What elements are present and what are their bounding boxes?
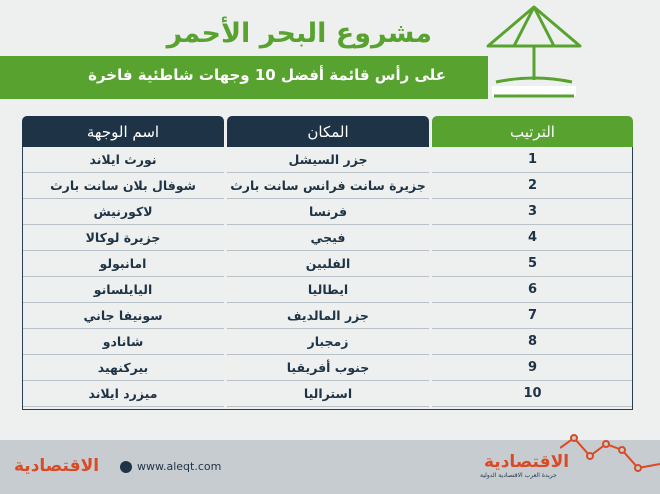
rank-cell: 2 [432,173,633,199]
place-cell: ايطاليا [227,277,429,303]
beach-umbrella-icon [478,0,660,110]
place-cell: جزر السيشل [227,147,429,173]
website-link[interactable]: www.aleqt.com [137,460,222,473]
place-cell: جزيرة سانت فرانس سانت بارث [227,173,429,199]
rank-cell: 7 [432,303,633,329]
rank-cell: 4 [432,225,633,251]
destination-name-cell: جزيرة لوكالا [22,225,224,251]
destination-name-cell: بيركنهيد [22,355,224,381]
place-cell: جنوب أفريقيا [227,355,429,381]
footer-tagline: جريدة العرب الاقتصادية الدولية [480,472,557,479]
footer-logo-left[interactable]: الاقتصادية [14,456,100,476]
table-row [22,173,633,199]
table-row [22,277,633,303]
place-cell: زمجبار [227,329,429,355]
rank-cell: 8 [432,329,633,355]
table-header-row [22,116,633,147]
place-cell: فرنسا [227,199,429,225]
table-row [22,303,633,329]
destination-name-cell: نورث ايلاند [22,147,224,173]
page-subtitle: على رأس قائمة أفضل 10 وجهات شاطئية فاخرة [88,66,446,84]
place-cell: فيجي [227,225,429,251]
header-place: المكان [227,116,429,147]
destination-name-cell: اليايلسانو [22,277,224,303]
rank-cell: 6 [432,277,633,303]
table-row [22,199,633,225]
footer-logo-right[interactable]: الاقتصادية [484,452,570,472]
place-cell: استراليا [227,381,429,407]
rank-cell: 10 [432,381,633,407]
trend-line-icon [560,430,660,475]
destination-name-cell: شوفال بلان سانت بارث [22,173,224,199]
table-row [22,381,633,407]
table-row [22,329,633,355]
header-destination-name: اسم الوجهة [22,116,224,147]
table-row [22,251,633,277]
destination-name-cell: لاكورنيش [22,199,224,225]
rank-cell: 1 [432,147,633,173]
table-row [22,355,633,381]
rank-cell: 3 [432,199,633,225]
place-cell: جزر المالديف [227,303,429,329]
destinations-table [22,116,633,407]
place-cell: الفلبين [227,251,429,277]
rank-cell: 5 [432,251,633,277]
table-row [22,225,633,251]
header-rank: الترتيب [432,116,633,147]
destination-name-cell: امانبولو [22,251,224,277]
destination-name-cell: سونيفا جاني [22,303,224,329]
destination-name-cell: ميزرد ايلاند [22,381,224,407]
globe-icon [120,461,132,473]
destination-name-cell: شانادو [22,329,224,355]
table-row [22,147,633,173]
page-title: مشروع البحر الأحمر [166,18,432,49]
rank-cell: 9 [432,355,633,381]
